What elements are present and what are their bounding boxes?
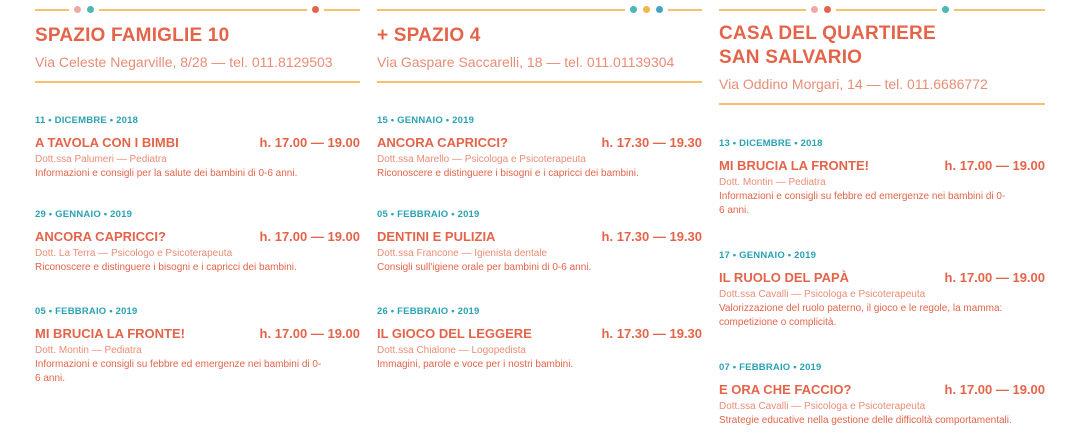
decorative-line	[719, 9, 1045, 11]
dot-icon	[811, 6, 818, 13]
event-title: DENTINI E PULIZIA	[377, 229, 496, 244]
event-speaker: Dott.ssa Palumeri — Pediatra	[35, 154, 167, 165]
venue-name: + SPAZIO 4	[377, 25, 481, 46]
event-time: h. 17.00 — 19.00	[259, 229, 360, 244]
event-time: h. 17.30 — 19.30	[601, 229, 702, 244]
event-title: IL RUOLO DEL PAPÀ	[719, 270, 850, 285]
event-date: 05 • FEBBRAIO • 2019	[35, 306, 138, 317]
event-item	[377, 115, 702, 181]
event-speaker: Dott. Montin — Pediatra	[719, 177, 826, 188]
decorative-dots	[307, 6, 324, 13]
divider	[377, 81, 702, 83]
event-description: Consigli sull'igiene orale per bambini di 0-6 anni.	[377, 262, 592, 273]
event-description: Immagini, parole e voce per i nostri bambini.	[377, 359, 574, 370]
event-speaker: Dott.ssa Marello — Psicologa e Psicoterapeuta	[377, 154, 586, 165]
event-time: h. 17.00 — 19.00	[259, 326, 360, 341]
event-item	[719, 362, 1045, 428]
event-speaker: Dott. La Terra — Psicologo e Psicoterapeuta	[35, 248, 233, 259]
dot-icon	[942, 6, 949, 13]
event-item	[719, 250, 1045, 330]
venue-name: SPAZIO FAMIGLIE 10	[35, 25, 230, 46]
decorative-dots	[806, 6, 836, 13]
event-speaker: Dott. Montin — Pediatra	[35, 345, 142, 356]
event-description: Riconoscere e distinguere i bisogni e i capricci dei bambini.	[377, 168, 639, 179]
event-date: 07 • FEBBRAIO • 2019	[719, 362, 822, 373]
venue-header	[377, 24, 702, 70]
event-time: h. 17.30 — 19.30	[601, 326, 702, 341]
event-date: 13 • DICEMBRE • 2018	[719, 138, 823, 149]
venue-column-casa-del-quartiere	[719, 0, 1045, 447]
event-date: 26 • FEBBRAIO • 2019	[377, 306, 480, 317]
venue-address: Via Oddino Morgari, 14 — tel. 011.6686772	[719, 76, 988, 92]
event-description: Strategie educative nella gestione delle difficoltà comportamentali.	[719, 415, 1012, 426]
event-date: 05 • FEBBRAIO • 2019	[377, 209, 480, 220]
event-date: 11 • DICEMBRE • 2018	[35, 115, 139, 126]
event-title: ANCORA CAPRICCI?	[35, 229, 166, 244]
dot-icon	[74, 6, 81, 13]
decorative-dots	[937, 6, 954, 13]
dot-icon	[643, 6, 650, 13]
event-time: h. 17.00 — 19.00	[944, 158, 1045, 173]
event-date: 17 • GENNAIO • 2019	[719, 250, 817, 261]
dot-icon	[87, 6, 94, 13]
venue-address: Via Gaspare Saccarelli, 18 — tel. 011.01139304	[377, 54, 675, 70]
event-item	[35, 209, 360, 275]
event-title: ANCORA CAPRICCI?	[377, 135, 508, 150]
event-speaker: Dott.ssa Cavalli — Psicologa e Psicoterapeuta	[719, 289, 926, 300]
venue-name-line-2: SAN SALVARIO	[719, 47, 863, 68]
event-description: Valorizzazione del ruolo paterno, il gioco e le regole, la mamma: competizione o complicità.	[719, 303, 1003, 328]
dot-icon	[312, 6, 319, 13]
venue-header	[719, 22, 1045, 92]
venue-name-line-1: CASA DEL QUARTIERE	[719, 23, 936, 44]
venue-column-spazio-4	[377, 0, 702, 447]
dot-icon	[656, 6, 663, 13]
event-date: 15 • GENNAIO • 2019	[377, 115, 475, 126]
event-time: h. 17.00 — 19.00	[944, 382, 1045, 397]
event-item	[719, 138, 1045, 218]
event-time: h. 17.00 — 19.00	[944, 270, 1045, 285]
event-description: Informazioni e consigli per la salute dei bambini di 0-6 anni.	[35, 168, 298, 179]
event-title: A TAVOLA CON I BIMBI	[35, 135, 179, 150]
event-speaker: Dott.ssa Cavalli — Psicologa e Psicoterapeuta	[719, 401, 926, 412]
event-title: MI BRUCIA LA FRONTE!	[719, 158, 869, 173]
event-item	[377, 209, 702, 275]
event-date: 29 • GENNAIO • 2019	[35, 209, 133, 220]
event-speaker: Dott.ssa Francone — Igienista dentale	[377, 248, 548, 259]
event-item	[35, 306, 360, 386]
decorative-dots	[625, 6, 668, 13]
divider	[35, 81, 360, 83]
divider	[719, 103, 1045, 105]
event-title: E ORA CHE FACCIO?	[719, 382, 852, 397]
venue-header	[35, 24, 360, 70]
event-description: Informazioni e consigli su febbre ed emergenze nei bambini di 0-6 anni.	[35, 359, 322, 384]
event-speaker: Dott.ssa Chialone — Logopedista	[377, 345, 526, 356]
dot-icon	[824, 6, 831, 13]
dot-icon	[630, 6, 637, 13]
event-title: MI BRUCIA LA FRONTE!	[35, 326, 185, 341]
event-description: Informazioni e consigli su febbre ed emergenze nei bambini di 0-6 anni.	[719, 191, 1006, 216]
event-time: h. 17.30 — 19.30	[601, 135, 702, 150]
venue-column-spazio-famiglie	[35, 0, 360, 447]
venue-address: Via Celeste Negarville, 8/28 — tel. 011.8129503	[35, 54, 333, 70]
event-title: IL GIOCO DEL LEGGERE	[377, 326, 532, 341]
event-item	[377, 306, 702, 372]
event-description: Riconoscere e distinguere i bisogni e i capricci dei bambini.	[35, 262, 297, 273]
event-item	[35, 115, 360, 181]
decorative-dots	[69, 6, 99, 13]
event-time: h. 17.00 — 19.00	[259, 135, 360, 150]
